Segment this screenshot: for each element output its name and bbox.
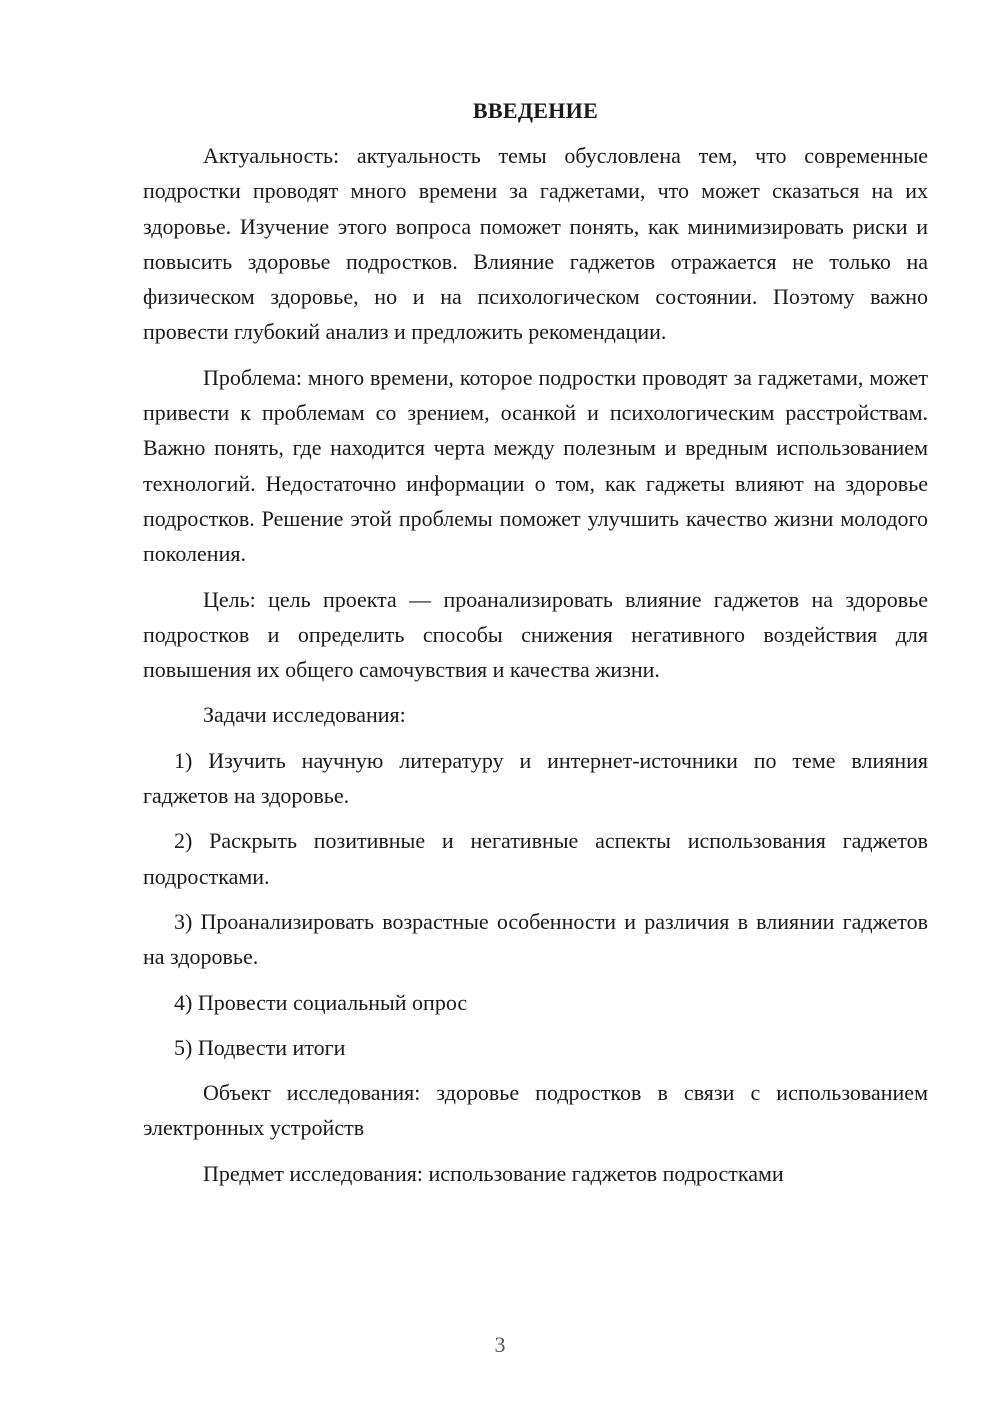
task-item-1: 1) Изучить научную литературу и интернет-источники по теме влияния гаджетов на здоровье.: [143, 747, 928, 809]
tasks-heading: Задачи исследования:: [203, 702, 406, 728]
task-item-2: 2) Раскрыть позитивные и негативные аспекты использования гаджетов подростками.: [143, 828, 928, 889]
page-number: 3: [494, 1332, 506, 1357]
goal-paragraph: Цель: цель проекта — проанализировать влияние гаджетов на здоровье подростков и определить способы снижения негативного воздействия для повышения их общего самочувствия и качества жизни.: [143, 586, 928, 683]
relevance-paragraph: Актуальность: актуальность темы обусловлена тем, что современные подростки проводят много времени за гаджетами, что может сказаться на их здоровье. Изучение этого вопроса поможет понять, как минимизировать риски и повысить здоровье подростков. Влияние гаджетов отражается не только на физическом здоровье, но и на психологическом состоянии. Поэтому важно провести глубокий анализ и предложить рекомендации.: [143, 143, 928, 345]
subject-paragraph: Предмет исследования: использование гаджетов подростками: [203, 1160, 784, 1186]
object-paragraph: Объект исследования: здоровье подростков в связи с использованием электронных устройств: [143, 1080, 928, 1141]
document-page: [143, 96, 928, 1191]
page-title: ВВЕДЕНИЕ: [472, 98, 599, 123]
task-item-4: 4) Провести социальный опрос: [174, 989, 468, 1015]
task-item-5: 5) Подвести итоги: [174, 1034, 346, 1060]
task-item-3: 3) Проанализировать возрастные особенности и различия в влиянии гаджетов на здоровье.: [143, 908, 928, 970]
problem-paragraph: Проблема: много времени, которое подростки проводят за гаджетами, может привести к проблемам со зрением, осанкой и психологическим расстройствам. Важно понять, где находится черта между полезным и вредным использованием технологий. Недостаточно информации о том, как гаджеты влияют на здоровье подростков. Решение этой проблемы поможет улучшить качество жизни молодого поколения.: [143, 364, 928, 567]
